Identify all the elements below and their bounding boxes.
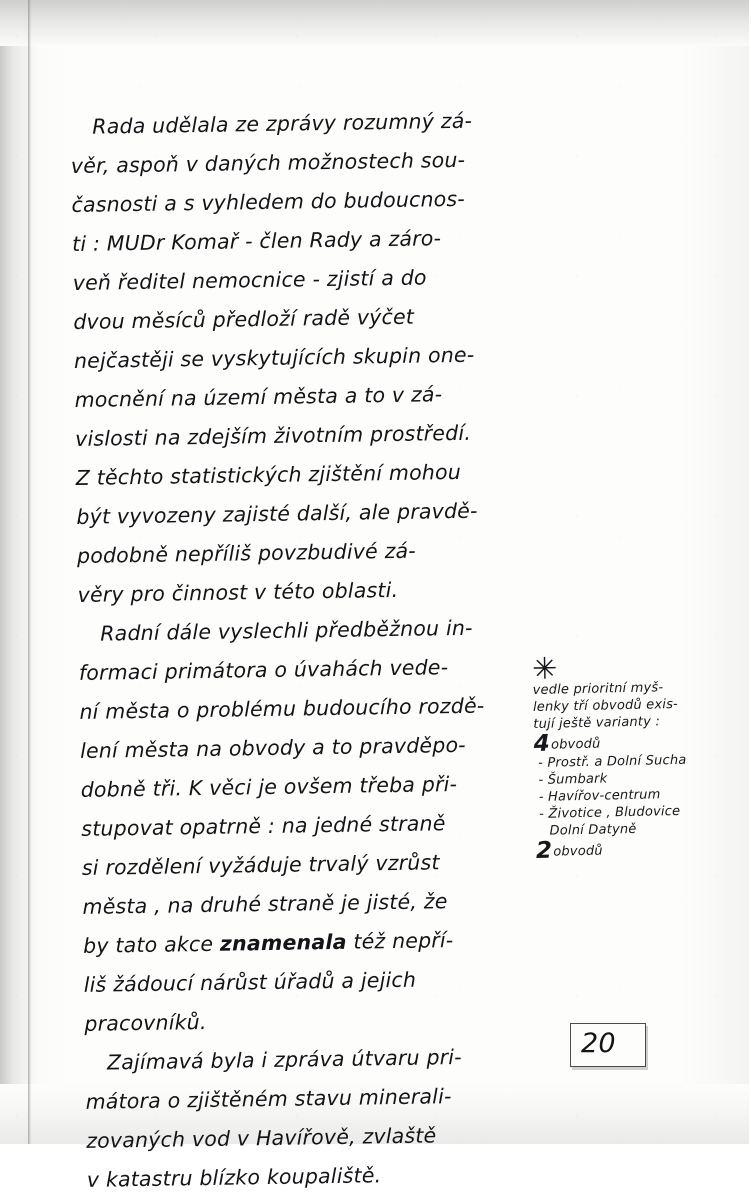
variant-item: - Prostř. a Dolní Sucha [538,752,687,771]
text-line: ti : MUDr Komař - člen Rady a záro- [71,226,442,256]
margin-note-line: tují ještě varianty : [533,714,661,732]
text-line: liš žádoucí nárůst úřadů a jejich [83,967,417,997]
text-line: formaci primátora o úvahách vede- [78,655,449,685]
variant-count: 4 [533,730,551,757]
variant-count: 2 [535,837,553,864]
variant-item: - Havířov-centrum [538,787,661,805]
handwritten-body-text [70,101,557,1200]
text-line: ní města o problému budoucího rozdě- [79,693,485,724]
text-line: veň ředitel nemocnice - zjistí a do [72,265,427,295]
text-line-emphasized: by tato akce znamenala též nepří- [82,928,454,958]
text-line: zovaných vod v Havířově, zvlaště [86,1123,437,1153]
variant-item: - Životice , Bludovice [539,803,681,822]
text-line: věry pro činnost v této oblasti. [77,577,399,607]
page-number-box [570,1023,646,1067]
text-line: věr, aspoň v daných možnostech sou- [70,147,466,178]
text-line: v katastru blízko koupaliště. [86,1163,382,1192]
text-line: Z těchto statistických zjištění mohou [75,459,462,490]
text-line: časnosti a s vyhledem do budoucnos- [71,186,466,217]
variant-heading [535,837,751,864]
text-line: si rozdělení vyžáduje trvalý vzrůst [81,850,440,880]
text-line: Zajímavá byla i zpráva útvaru pri- [106,1044,462,1075]
variant-label: obvodů [553,843,603,860]
margin-note-line: lenky tří obvodů exis- [532,696,679,715]
text-line: mátora o zjištěném stavu minerali- [85,1084,452,1114]
asterisk-icon: ✳ [531,651,558,687]
margin-note [531,651,751,864]
text-line: dvou měsíců předloží radě výčet [73,304,415,334]
scan-top-shadow [0,0,749,46]
text-line: dobně tři. K věci je ovšem třeba při- [80,772,458,802]
text-line: podobně nepříliš povzbudivé zá- [76,538,417,568]
binding-edge [28,0,31,1144]
text-line: vislosti na zdejším životním prostředí. [75,420,472,451]
variant-item: - Šumbark [538,771,608,788]
page-number: 20 [581,1028,616,1059]
page-sheet [34,48,734,1192]
text-line: lení města na obvody a to pravděpo- [79,732,466,763]
variant-label: obvodů [550,736,601,753]
text-line: Rada udělala ze zprávy rozumný zá- [92,108,473,139]
variant-item: Dolní Datyně [549,821,637,839]
text-line: mocnění na území města a to v zá- [74,382,443,412]
margin-note-line: vedle prioritní myš- [532,680,664,698]
text-line: nejčastěji se vyskytujících skupin one- [73,342,475,373]
text-line: být vyvozeny zajisté další, ale pravdě- [76,498,478,529]
text-line: stupovat opatrně : na jedné straně [81,811,446,841]
text-line: pracovníků. [84,1009,207,1036]
text-line: Radní dále vyslechli předběžnou in- [100,615,473,646]
text-line: města , na druhé straně je jisté, že [82,889,448,919]
